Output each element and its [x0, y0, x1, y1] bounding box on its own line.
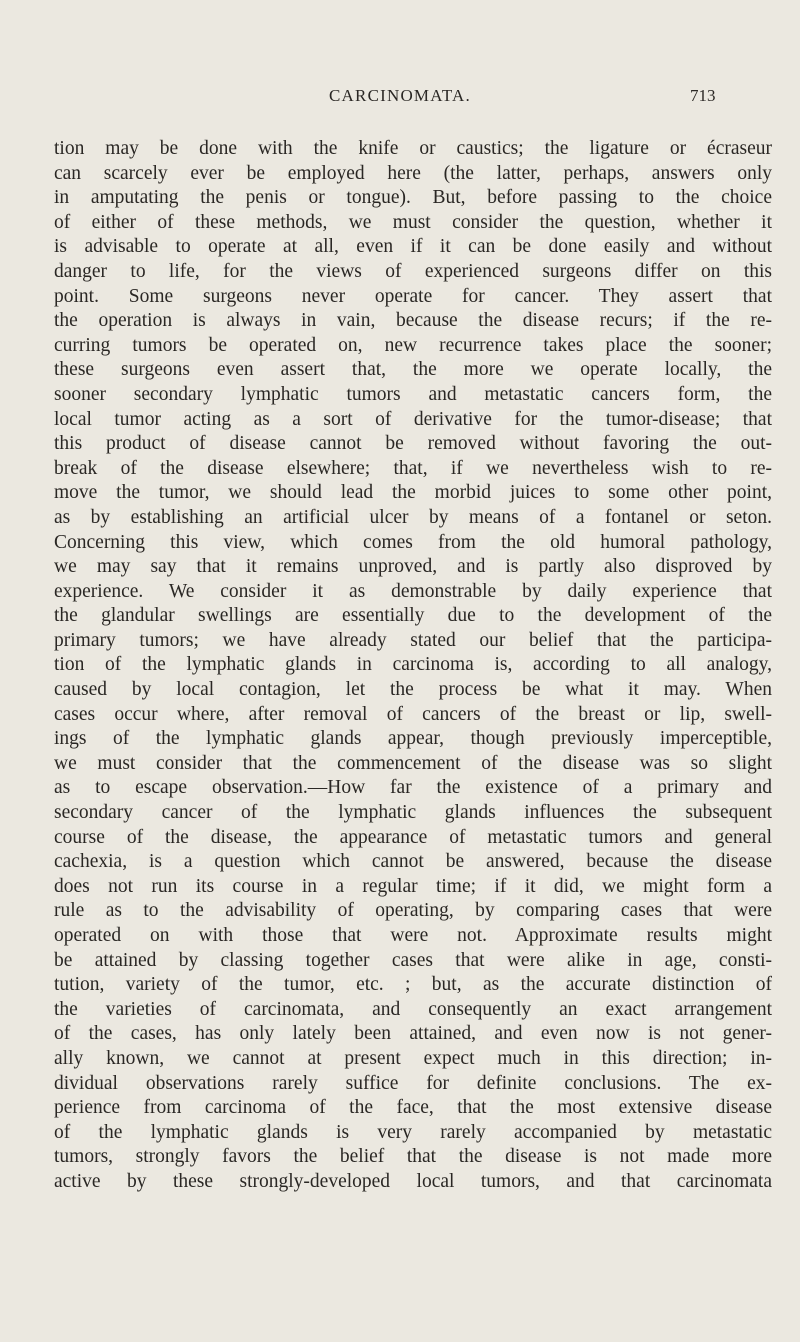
body-paragraph	[54, 137, 772, 1195]
text-line: break of the disease elsewhere; that, if we nevertheless wish to re-	[54, 457, 772, 479]
text-line: ally known, we cannot at present expect much in this direction; in-	[54, 1047, 772, 1069]
text-line: these surgeons even assert that, the more we operate locally, the	[54, 359, 772, 381]
text-line: Concerning this view, which comes from the old humoral pathology,	[54, 531, 772, 553]
text-line: the glandular swellings are essentially due to the development of the	[54, 605, 772, 627]
text-line: of the lymphatic glands is very rarely accompanied by metastatic	[54, 1121, 772, 1143]
text-line: rule as to the advisability of operating, by comparing cases that were	[54, 900, 772, 922]
text-line: primary tumors; we have already stated our belief that the participa-	[54, 629, 772, 651]
text-line: active by these strongly-developed local tumors, and that carcinomata	[54, 1170, 772, 1192]
text-line: point. Some surgeons never operate for cancer. They assert that	[54, 285, 772, 307]
text-line: ings of the lymphatic glands appear, though previously imperceptible,	[54, 728, 772, 750]
running-head	[0, 86, 800, 110]
text-line: the varieties of carcinomata, and consequently an exact arrangement	[54, 998, 772, 1020]
text-line: secondary cancer of the lymphatic glands influences the subsequent	[54, 802, 772, 824]
text-line: is advisable to operate at all, even if it can be done easily and without	[54, 236, 772, 258]
text-line: caused by local contagion, let the process be what it may. When	[54, 679, 772, 701]
text-line: tion may be done with the knife or caustics; the ligature or écraseur	[54, 138, 772, 159]
text-line: danger to life, for the views of experienced surgeons differ on this	[54, 260, 772, 282]
text-line: local tumor acting as a sort of derivative for the tumor-disease; that	[54, 408, 772, 430]
text-line: cases occur where, after removal of cancers of the breast or lip, swell-	[54, 703, 772, 725]
text-line: operated on with those that were not. Approximate results might	[54, 925, 772, 946]
text-line: the operation is always in vain, because the disease recurs; if the re-	[54, 310, 772, 332]
text-line: tumors, strongly favors the belief that the disease is not made more	[54, 1146, 772, 1168]
text-line: tion of the lymphatic glands in carcinoma is, according to all analogy,	[54, 654, 772, 676]
text-line: we must consider that the commencement of the disease was so slight	[54, 752, 772, 774]
text-line: curring tumors be operated on, new recurrence takes place the sooner;	[54, 334, 772, 356]
text-line: be attained by classing together cases that were alike in age, consti-	[54, 949, 772, 971]
running-title: CARCINOMATA.	[329, 86, 471, 105]
text-line: cachexia, is a question which cannot be answered, because the disease	[54, 851, 772, 873]
text-line: we may say that it remains unproved, and is partly also disproved by	[54, 556, 772, 578]
page-number: 713	[690, 86, 716, 105]
text-line: in amputating the penis or tongue). But, before passing to the choice	[54, 187, 772, 209]
text-line: as to escape observation.—How far the existence of a primary and	[54, 777, 772, 799]
text-line: can scarcely ever be employed here (the latter, perhaps, answers only	[54, 162, 772, 184]
text-line: does not run its course in a regular time; if it did, we might form a	[54, 875, 772, 897]
text-line: dividual observations rarely suffice for definite conclusions. The ex-	[54, 1072, 772, 1094]
text-line: sooner secondary lymphatic tumors and metastatic cancers form, the	[54, 383, 772, 405]
text-line: tution, variety of the tumor, etc. ; but, as the accurate distinction of	[54, 974, 772, 996]
text-line: of either of these methods, we must consider the question, whether it	[54, 211, 772, 233]
text-line: move the tumor, we should lead the morbid juices to some other point,	[54, 482, 772, 504]
text-line: experience. We consider it as demonstrable by daily experience that	[54, 580, 772, 602]
text-line: course of the disease, the appearance of metastatic tumors and general	[54, 826, 772, 848]
text-line: perience from carcinoma of the face, that the most extensive disease	[54, 1097, 772, 1119]
text-line: as by establishing an artificial ulcer by means of a fontanel or seton.	[54, 506, 772, 528]
text-line: of the cases, has only lately been attained, and even now is not gener-	[54, 1023, 772, 1045]
text-line: this product of disease cannot be removed without favoring the out-	[54, 433, 772, 455]
